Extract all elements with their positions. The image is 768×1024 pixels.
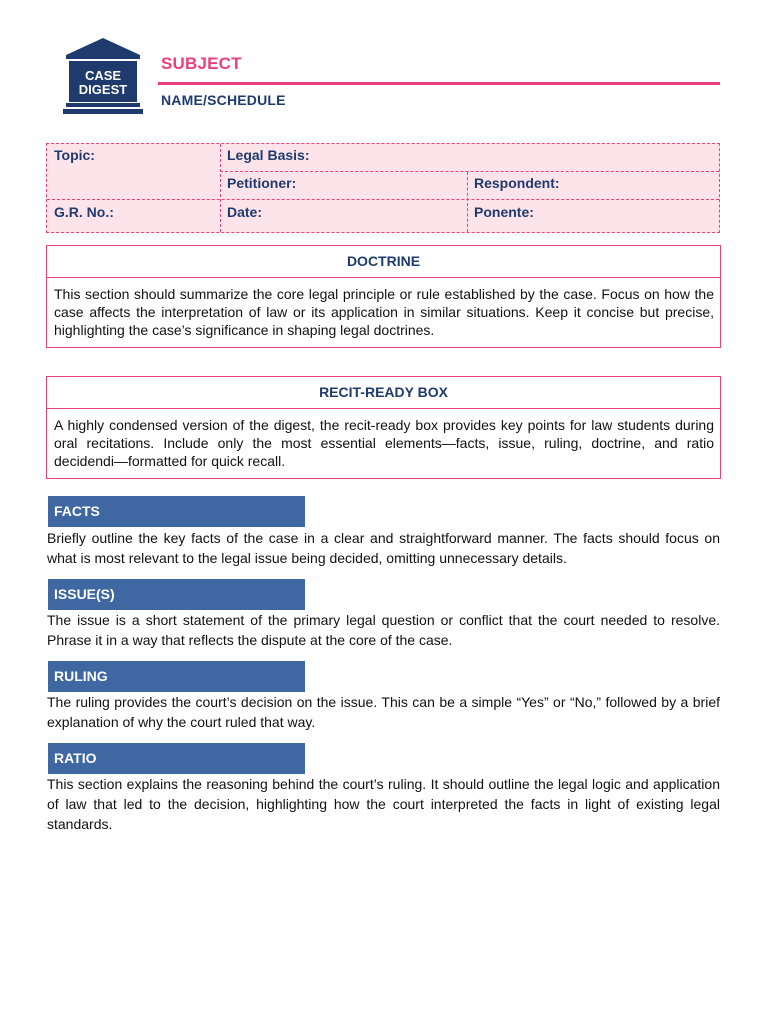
gr-no-label: G.R. No.: [54, 204, 114, 220]
topic-label: Topic: [54, 147, 95, 163]
table-divider [220, 144, 221, 232]
header-divider [158, 82, 720, 85]
issues-body: The issue is a short statement of the primary legal question or conflict that the court needed to resolve. Phrase it in a way that reflects the dispute at the core of the case. [47, 612, 720, 648]
ruling-body: The ruling provides the court’s decision on the issue. This can be a simple “Yes” or “No,” followed by a brief explanation of why the court ruled that way. [47, 694, 720, 730]
ruling-heading: RULING [48, 661, 305, 692]
logo-text-line1: CASE [84, 68, 122, 83]
doctrine-body: This section should summarize the core legal principle or rule established by the case. Focus on how the case affects the interpretation of law or its application in similar situations. Keep it concise but precise, highlighting the case’s significance in shaping legal doctrines. [54, 286, 714, 338]
date-label: Date: [227, 204, 263, 220]
name-schedule: NAME/SCHEDULE [161, 92, 286, 108]
issues-heading: ISSUE(S) [48, 579, 305, 610]
facts-body: Briefly outline the key facts of the case in a clear and straightforward manner. The facts should focus on what is most relevant to the legal issue being decided, omitting unnecessary details. [47, 530, 720, 566]
logo-text-line2: DIGEST [78, 82, 128, 97]
table-divider [47, 199, 719, 200]
legal-basis-label: Legal Basis: [227, 147, 310, 163]
ratio-heading: RATIO [48, 743, 305, 774]
respondent-label: Respondent: [474, 175, 560, 191]
ponente-label: Ponente: [474, 204, 534, 220]
subject-title: SUBJECT [161, 54, 242, 73]
petitioner-label: Petitioner: [227, 175, 297, 191]
table-divider [467, 172, 468, 232]
case-digest-logo [62, 36, 144, 116]
recit-ready-box [46, 376, 721, 479]
table-divider [220, 171, 719, 172]
doctrine-box [46, 245, 721, 348]
recit-body: A highly condensed version of the digest, the recit-ready box provides key points for law students during oral recitations. Include only the most essential elements—facts, issue, ruling, doctrine, and ratio decidendi—formatted for quick recall. [54, 417, 714, 469]
case-info-table [46, 143, 720, 233]
recit-title: RECIT-READY BOX [47, 377, 720, 409]
facts-heading: FACTS [48, 496, 305, 527]
ratio-body: This section explains the reasoning behind the court’s ruling. It should outline the legal logic and application of law that led to the decision, highlighting how the court interpreted the facts in light of existing legal standards. [47, 776, 720, 832]
doctrine-title: DOCTRINE [47, 246, 720, 278]
